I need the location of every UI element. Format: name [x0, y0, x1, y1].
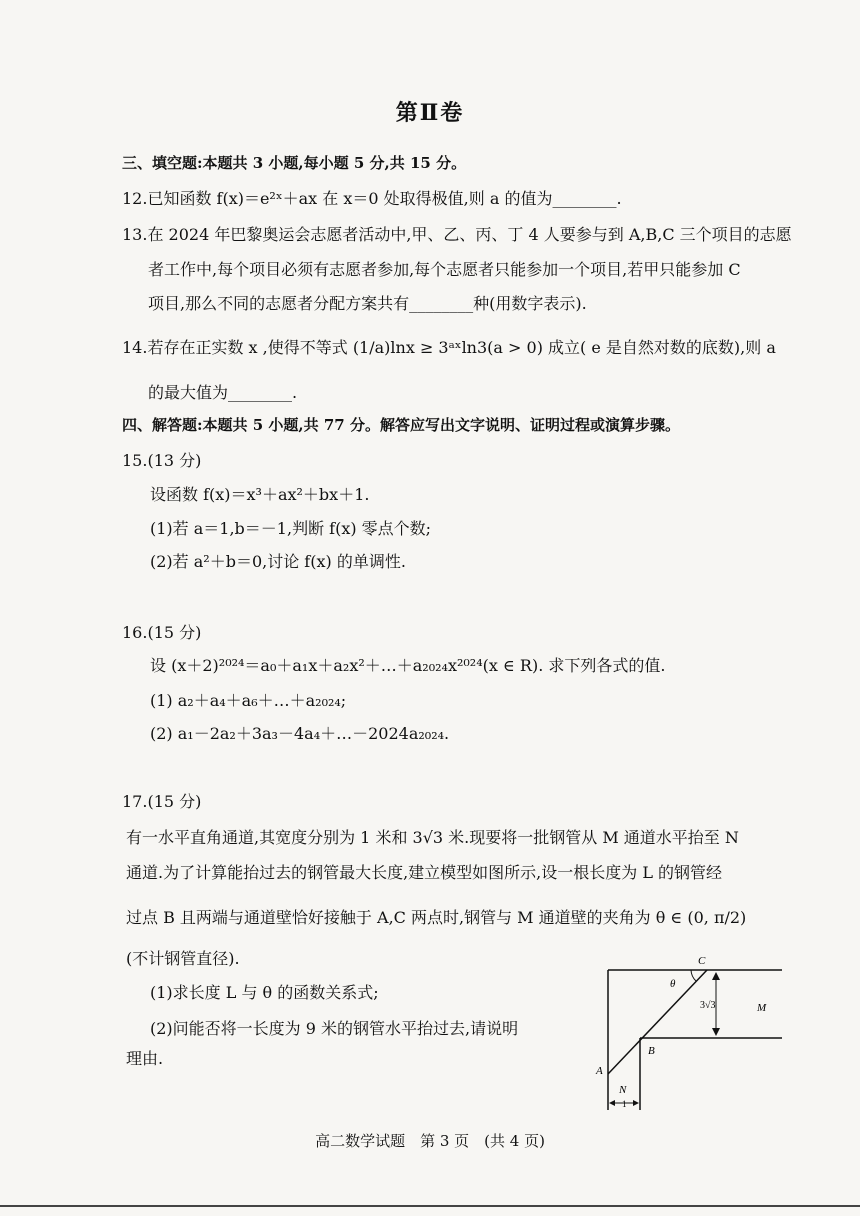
label-m: M: [757, 1002, 767, 1014]
corridor-diagram: [590, 950, 790, 1120]
arrowhead-left: [609, 1100, 615, 1106]
arrowhead-down: [712, 1028, 720, 1036]
page-footer: 高二数学试题 第 3 页 (共 4 页): [315, 1132, 545, 1150]
pipe-line: [608, 970, 707, 1074]
question-17-part-1: (1)求长度 L 与 θ 的函数关系式;: [150, 983, 379, 1002]
question-16-part-1: (1) a₂＋a₄＋a₆＋…＋a₂₀₂₄;: [150, 691, 347, 710]
question-13-line-3: 项目,那么不同的志愿者分配方案共有________种(用数字表示).: [148, 294, 587, 313]
label-b: B: [648, 1045, 655, 1057]
question-14-line-2: 的最大值为________.: [148, 383, 298, 402]
arrowhead-right: [633, 1100, 639, 1106]
question-16-stem: 设 (x＋2)²⁰²⁴＝a₀＋a₁x＋a₂x²＋…＋a₂₀₂₄x²⁰²⁴(x ∈ R). 求下列各式的值.: [150, 656, 666, 675]
label-n: N: [619, 1084, 627, 1096]
label-width-n: 1: [622, 1099, 627, 1109]
question-17-line-3: 过点 B 且两端与通道壁恰好接触于 A,C 两点时,钢管与 M 通道壁的夹角为 θ ∈ (0, π/2): [126, 908, 747, 927]
question-13-line-1: 13.在 2024 年巴黎奥运会志愿者活动中,甲、乙、丙、丁 4 人要参与到 A,B,C 三个项目的志愿: [122, 225, 792, 244]
question-16-part-2: (2) a₁－2a₂＋3a₃－4a₄＋…－2024a₂₀₂₄.: [150, 724, 450, 743]
question-17-line-1: 有一水平直角通道,其宽度分别为 1 米和 3√3 米.现要将一批钢管从 M 通道水平抬至 N: [126, 828, 739, 847]
label-theta: θ: [670, 978, 676, 990]
question-14-line-1: 14.若存在正实数 x ,使得不等式 (1/a)lnx ≥ 3ᵃˣln3(a > 0) 成立( e 是自然对数的底数),则 a: [122, 338, 776, 357]
question-16-number: 16.(15 分): [122, 623, 202, 642]
section-4-heading: 四、解答题:本题共 5 小题,共 77 分。解答应写出文字说明、证明过程或演算步骤。: [122, 416, 680, 434]
question-17-line-4: (不计钢管直径).: [126, 949, 240, 968]
question-15-number: 15.(13 分): [122, 451, 202, 470]
section-3-heading: 三、填空题:本题共 3 小题,每小题 5 分,共 15 分。: [122, 154, 467, 172]
label-width-m: 3√3: [700, 1000, 716, 1011]
question-15-part-2: (2)若 a²＋b＝0,讨论 f(x) 的单调性.: [150, 552, 406, 571]
question-15-part-1: (1)若 a＝1,b＝－1,判断 f(x) 零点个数;: [150, 519, 432, 538]
question-17-part-2b: 理由.: [126, 1049, 164, 1068]
question-17-line-2: 通道.为了计算能抬过去的钢管最大长度,建立模型如图所示,设一根长度为 L 的钢管经: [126, 863, 723, 882]
bottom-edge-line: [0, 1205, 860, 1207]
question-13-line-2: 者工作中,每个项目必须有志愿者参加,每个志愿者只能参加一个项目,若甲只能参加 C: [148, 260, 741, 279]
angle-arc: [691, 970, 696, 981]
label-c: C: [698, 955, 706, 967]
question-17-part-2a: (2)问能否将一长度为 9 米的钢管水平抬过去,请说明: [150, 1019, 519, 1038]
question-17-number: 17.(15 分): [122, 792, 202, 811]
arrowhead-up: [712, 972, 720, 980]
question-12: 12.已知函数 f(x)＝e²ˣ＋ax 在 x＝0 处取得极值,则 a 的值为________.: [122, 189, 622, 208]
question-15-stem: 设函数 f(x)＝x³＋ax²＋bx＋1.: [150, 485, 370, 504]
label-a: A: [596, 1065, 603, 1077]
page-title: 第Ⅱ卷: [395, 100, 465, 126]
